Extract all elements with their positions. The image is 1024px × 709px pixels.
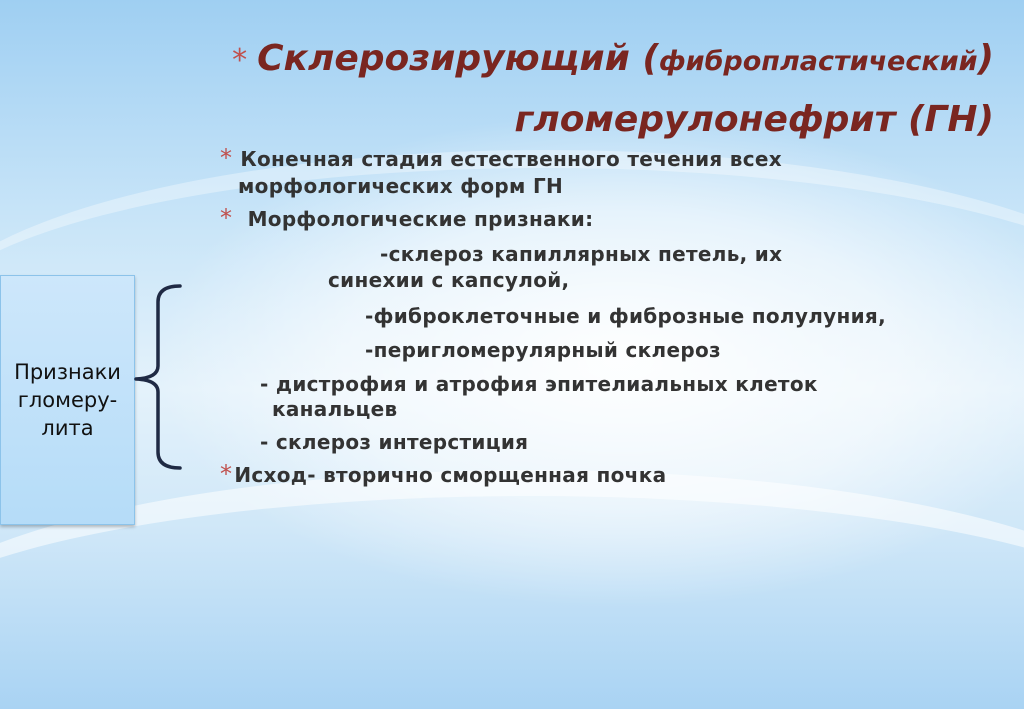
title-line-2: гломерулонефрит (ГН)	[514, 99, 994, 140]
sub-item-interstitial: - склероз интерстиция	[260, 430, 529, 454]
bullet-icon: *	[220, 460, 233, 488]
sub-item-capillary-sclerosis: -склероз капиллярных петель, их	[380, 242, 783, 266]
side-box-line-2: гломеру-	[17, 388, 118, 412]
background-swoosh-lower	[0, 470, 1024, 709]
sub-item-capillary-sclerosis-cont: синехии с капсулой,	[328, 268, 570, 292]
sub-item-periglomerular: -перигломерулярный склероз	[365, 338, 721, 362]
side-box-line-1: Признаки	[14, 360, 121, 384]
side-box-label	[14, 358, 121, 442]
sub-item-crescents: -фиброклеточные и фиброзные полулуния,	[365, 304, 886, 328]
list-item-final-stage	[220, 146, 782, 171]
title-small-text: фибропластический	[658, 46, 978, 77]
sub-item-dystrophy: - дистрофия и атрофия эпителиальных клеток	[260, 372, 818, 396]
list-item-final-stage-cont: морфологических форм ГН	[238, 174, 564, 198]
title-bullet-icon: *	[232, 43, 248, 78]
side-box-line-3: лита	[41, 416, 94, 440]
title-close-paren: )	[977, 38, 994, 79]
sub-item-dystrophy-cont: канальцев	[272, 397, 398, 421]
bullet-icon: *	[220, 144, 233, 172]
title-line-1	[94, 30, 994, 91]
bullet-icon: *	[220, 204, 233, 232]
curly-brace-icon	[132, 282, 188, 472]
list-item-text: Исход- вторично сморщенная почка	[234, 463, 667, 487]
list-item-outcome	[220, 462, 666, 487]
list-item-text: Морфологические признаки:	[240, 207, 594, 231]
list-item-morph-signs	[220, 206, 593, 231]
slide-title	[94, 30, 994, 149]
list-item-text: Конечная стадия естественного течения всех	[240, 147, 782, 171]
title-main-text: Склерозирующий (	[257, 38, 659, 79]
glomerulitis-signs-box	[0, 275, 135, 525]
